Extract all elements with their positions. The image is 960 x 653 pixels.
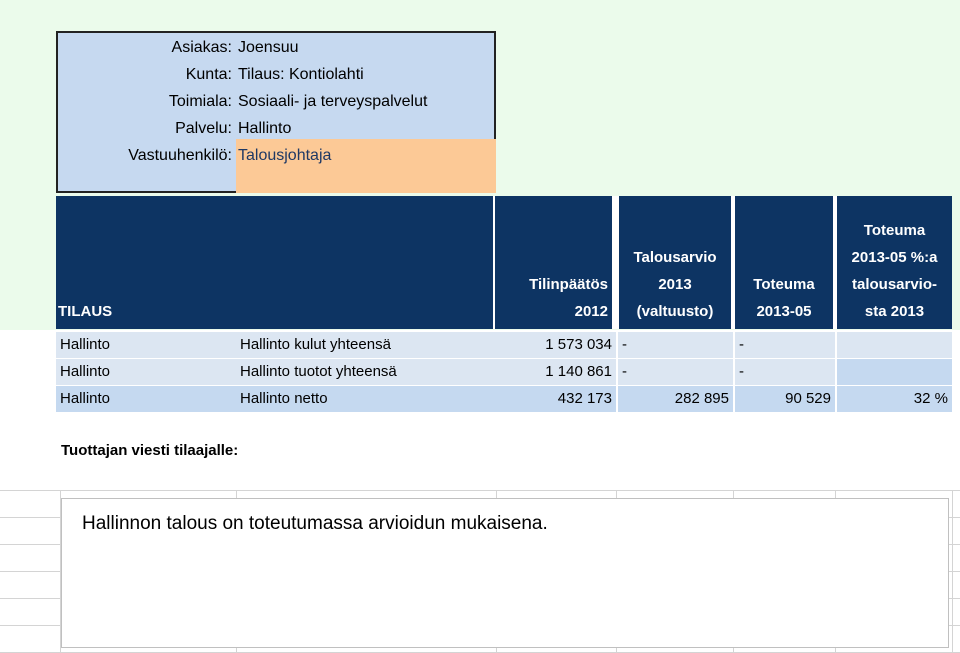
header-label: (valtuusto) (636, 303, 714, 320)
header-tilaus (56, 196, 493, 329)
header-talousarvio (619, 196, 731, 329)
info-value[interactable]: Tilaus: Kontiolahti (238, 66, 364, 83)
grid-line (0, 490, 960, 491)
info-row-toimiala (58, 89, 494, 115)
header-label: sta 2013 (864, 303, 925, 320)
header-label: 2013-05 (756, 303, 812, 320)
info-panel (56, 31, 496, 193)
cell-toteuma[interactable]: - (735, 332, 835, 358)
divider (616, 332, 618, 413)
cell-tilaus[interactable]: Hallinto (56, 386, 236, 412)
header-label: 2013-05 %:a (851, 249, 938, 266)
header-label: Talousarvio (633, 249, 717, 266)
table-row (56, 359, 952, 386)
table-row (56, 386, 952, 413)
cell-desc[interactable]: Hallinto tuotot yhteensä (236, 359, 493, 385)
header-label: talousarvio- (851, 276, 938, 293)
cell-pct[interactable]: 32 % (837, 386, 952, 412)
cell-tp2012[interactable]: 432 173 (493, 386, 616, 412)
cell-ta2013[interactable]: - (618, 332, 733, 358)
info-label: Vastuuhenkilö: (128, 147, 232, 164)
message-text: Hallinnon talous on toteutumassa arvioidun mukaisena. (82, 513, 548, 534)
info-row-asiakas (58, 35, 494, 61)
cell-tp2012[interactable]: 1 573 034 (493, 332, 616, 358)
cell-tilaus[interactable]: Hallinto (56, 332, 236, 358)
info-label: Kunta: (185, 66, 232, 83)
info-value[interactable]: Sosiaali- ja terveyspalvelut (238, 93, 428, 110)
message-label: Tuottajan viesti tilaajalle: (61, 442, 239, 459)
table-header (56, 196, 952, 329)
header-label: Toteuma (753, 276, 815, 293)
info-value[interactable]: Joensuu (238, 39, 299, 56)
cell-ta2013[interactable]: - (618, 359, 733, 385)
message-box[interactable] (61, 498, 949, 648)
cell-desc[interactable]: Hallinto netto (236, 386, 493, 412)
divider (835, 332, 837, 413)
info-label: Palvelu: (175, 120, 232, 137)
cell-tp2012[interactable]: 1 140 861 (493, 359, 616, 385)
header-label: 2012 (574, 303, 608, 320)
info-row-kunta (58, 62, 494, 88)
header-tilinpaatos (495, 196, 612, 329)
header-label: TILAUS (58, 303, 113, 320)
cell-pct[interactable] (837, 359, 952, 385)
header-label: 2013 (658, 276, 692, 293)
header-toteuma-pct (837, 196, 952, 329)
highlighted-cell[interactable] (236, 139, 496, 193)
cell-pct[interactable] (837, 332, 952, 358)
info-value[interactable]: Hallinto (238, 120, 292, 137)
info-label: Toimiala: (168, 93, 232, 110)
info-label: Asiakas: (171, 39, 232, 56)
header-label: Toteuma (863, 222, 926, 239)
divider (733, 332, 735, 413)
header-label: Tilinpäätös (529, 276, 608, 293)
cell-toteuma[interactable]: 90 529 (735, 386, 835, 412)
header-toteuma (735, 196, 833, 329)
cell-toteuma[interactable]: - (735, 359, 835, 385)
info-value[interactable]: Talousjohtaja (238, 147, 332, 164)
cell-ta2013[interactable]: 282 895 (618, 386, 733, 412)
cell-desc[interactable]: Hallinto kulut yhteensä (236, 332, 493, 358)
cell-tilaus[interactable]: Hallinto (56, 359, 236, 385)
table-row (56, 332, 952, 359)
